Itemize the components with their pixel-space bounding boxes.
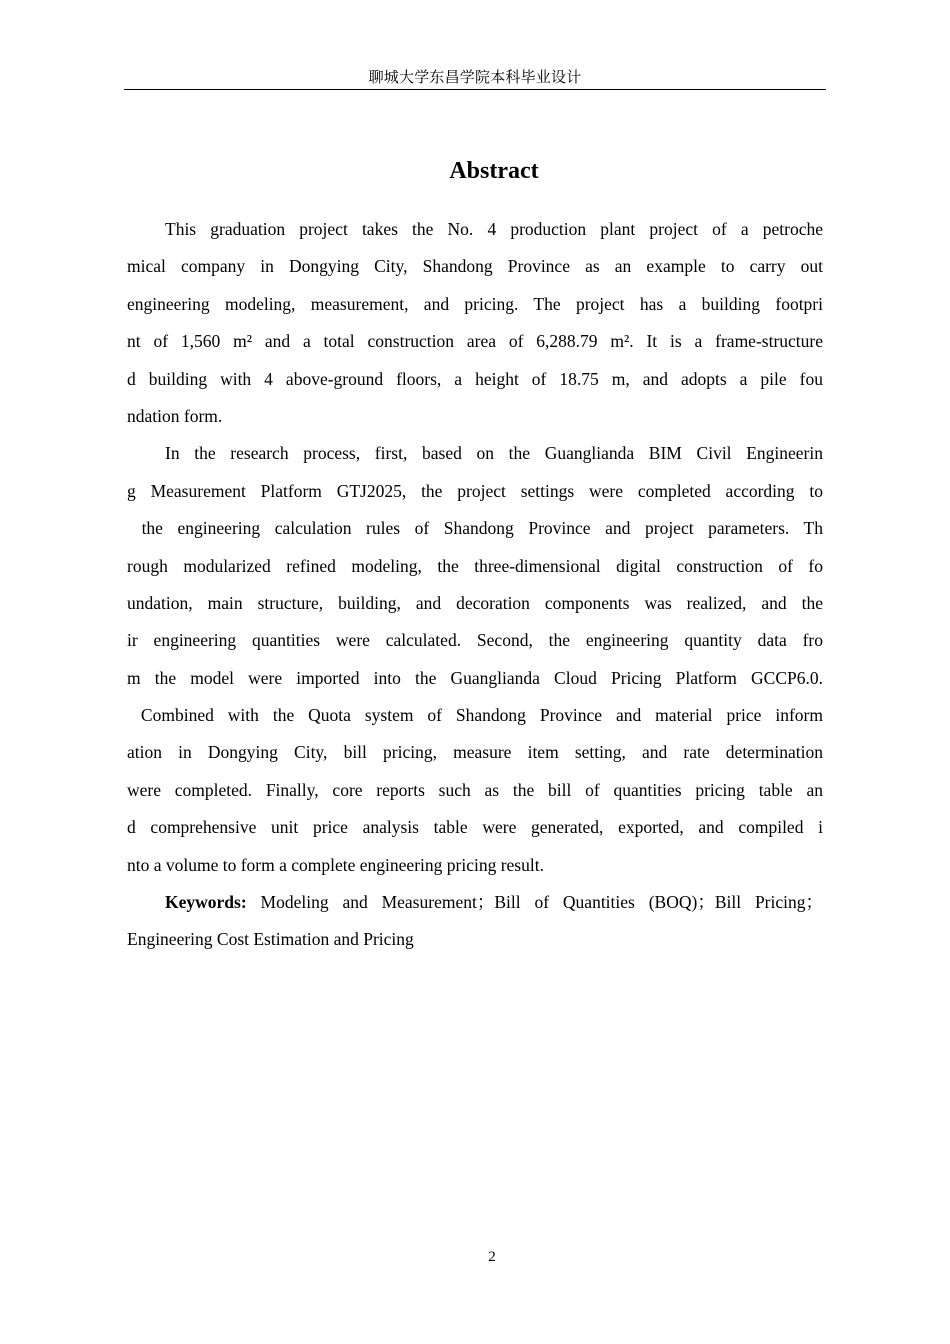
paragraph-1-line: This graduation project takes the No. 4 production plant project of a petroche	[165, 219, 823, 239]
keywords-line	[127, 884, 823, 921]
paragraph-1-line: d building with 4 above-ground floors, a height of 18.75 m, and adopts a pile fou	[127, 368, 823, 389]
paragraph-2-line: undation, main structure, building, and decoration components was realized, and the	[127, 592, 823, 613]
header-text: 聊城大学东昌学院本科毕业设计	[368, 68, 582, 86]
paragraph-2-line: nto a volume to form a complete engineering pricing result.	[127, 854, 544, 875]
paragraph-2-line: were completed. Finally, core reports such as the bill of quantities pricing table an	[127, 779, 823, 800]
keywords-continuation: Engineering Cost Estimation and Pricing	[127, 929, 414, 950]
paragraph-2-line: m the model were imported into the Guanglianda Cloud Pricing Platform GCCP6.0.	[127, 667, 823, 688]
keywords-label: Keywords:	[165, 892, 247, 913]
abstract-title: Abstract	[449, 158, 539, 184]
paragraph-2-line: Combined with the Quota system of Shandong Province and material price inform	[127, 705, 823, 726]
page-header	[124, 66, 826, 90]
paragraph-2-line: In the research process, first, based on the Guanglianda BIM Civil Engineerin	[165, 443, 823, 464]
paragraph-1-line: mical company in Dongying City, Shandong Province as an example to carry out	[127, 256, 823, 277]
paragraph-1-line: engineering modeling, measurement, and pricing. The project has a building footpri	[127, 293, 823, 314]
paragraph-2-line: the engineering calculation rules of Shandong Province and project parameters. Th	[127, 518, 823, 539]
paragraph-2-line: ation in Dongying City, bill pricing, measure item setting, and rate determination	[127, 742, 823, 763]
paragraph-2-line: g Measurement Platform GTJ2025, the project settings were completed according to	[127, 480, 823, 501]
paragraph-2-line: rough modularized refined modeling, the three-dimensional digital construction of fo	[127, 555, 823, 576]
keywords-text: Modeling and Measurement；Bill of Quantities (BOQ)；Bill Pricing；	[260, 892, 823, 913]
paragraph-1-line: nt of 1,560 m² and a total construction area of 6,288.79 m². It is a frame-structure	[127, 331, 823, 352]
page-number: 2	[488, 1249, 496, 1265]
abstract-body	[127, 211, 823, 959]
paragraph-2-line: ir engineering quantities were calculated. Second, the engineering quantity data fro	[127, 630, 823, 651]
paragraph-1-line: ndation form.	[127, 405, 223, 426]
paragraph-2-line: d comprehensive unit price analysis table were generated, exported, and compiled i	[127, 817, 823, 838]
